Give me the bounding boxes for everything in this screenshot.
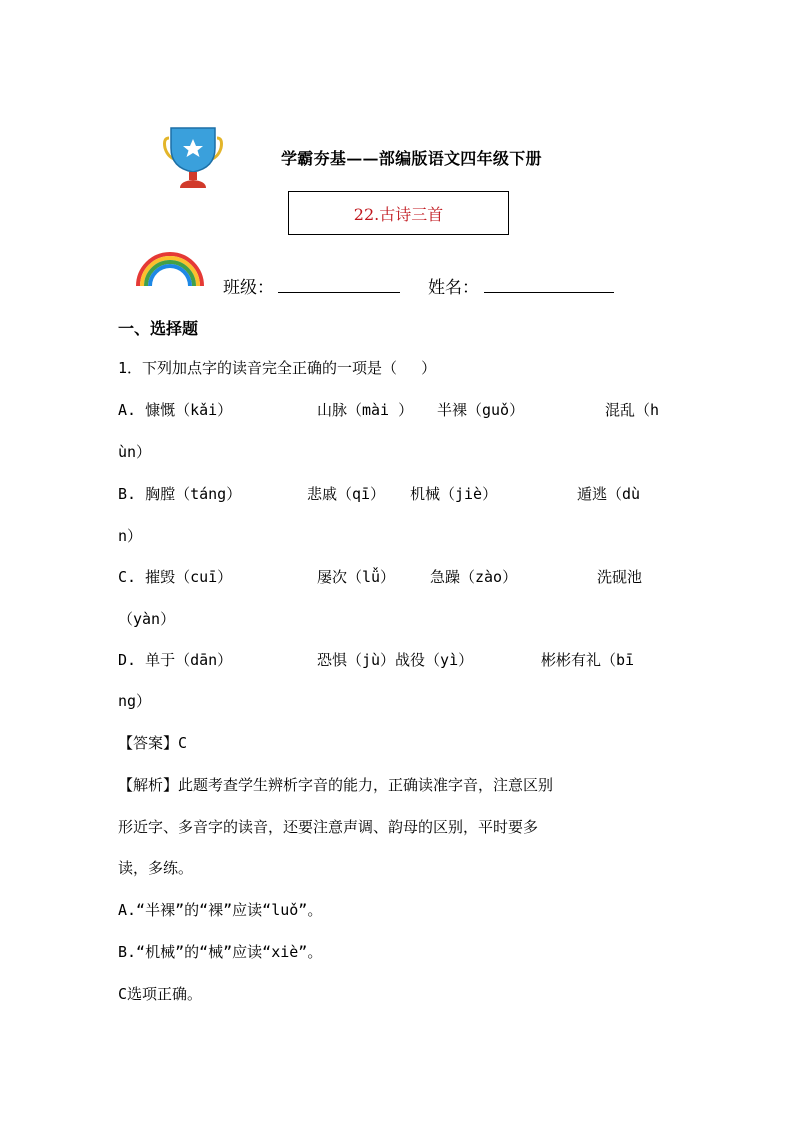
- name-label: 姓名：: [428, 278, 479, 298]
- rainbow-icon: [134, 248, 206, 286]
- option-c-item3: 急躁（zào）: [430, 568, 518, 586]
- analysis-line-4: A.“半裸”的“裸”应读“luǒ”。: [118, 901, 323, 919]
- option-c-item4: 洗砚池: [597, 568, 643, 586]
- option-a-item3: 半裸（guǒ）: [437, 401, 525, 419]
- lesson-title: 22.古诗三首: [353, 204, 444, 224]
- trophy-icon: [163, 126, 223, 190]
- option-b-item3: 机械（jiè）: [410, 485, 498, 503]
- analysis-text-1: 此题考查学生辨析字音的能力，正确读准字音，注意区别: [178, 776, 554, 794]
- lesson-title-box: [288, 191, 509, 235]
- class-input-line[interactable]: [278, 292, 400, 293]
- question-stem: 1．下列加点字的读音完全正确的一项是（ ）: [118, 359, 437, 377]
- option-b-item4: 遁逃（dù: [577, 485, 641, 503]
- option-c-item1: C. 摧毁（cuī）: [118, 568, 233, 586]
- option-a-item4-wrap: ùn）: [118, 443, 152, 461]
- analysis-label: 【解析】: [118, 776, 179, 794]
- answer-value: C: [178, 734, 188, 752]
- class-label: 班级：: [223, 278, 274, 298]
- analysis-line-3: 读，多练。: [118, 859, 194, 877]
- answer-line: [118, 732, 187, 753]
- analysis-line-6: C选项正确。: [118, 985, 203, 1003]
- option-c-item2: 屡次（lǚ）: [317, 568, 396, 586]
- option-d-item1: D. 单于（dān）: [118, 651, 233, 669]
- document-title: 学霸夯基——部编版语文四年级下册: [281, 149, 542, 168]
- analysis-line-1: [118, 774, 553, 795]
- option-d-item4-wrap: ng）: [118, 692, 152, 710]
- option-b-item2: 悲戚（qī）: [307, 485, 386, 503]
- name-input-line[interactable]: [484, 292, 614, 293]
- option-d-item4: 彬彬有礼（bī: [541, 651, 635, 669]
- analysis-line-2: 形近字、多音字的读音，还要注意声调、韵母的区别，平时要多: [118, 818, 539, 836]
- option-b-item4-wrap: n）: [118, 527, 143, 545]
- answer-label: 【答案】: [118, 734, 179, 752]
- option-d-item2: 恐惧（jù）战役（yì）: [317, 651, 474, 669]
- section-title: 一、选择题: [118, 319, 199, 338]
- analysis-line-5: B.“机械”的“械”应读“xiè”。: [118, 943, 323, 961]
- option-a-item2: 山脉（mài ）: [317, 401, 414, 419]
- option-a-item1: A. 慷慨（kǎi）: [118, 401, 233, 419]
- option-b-item1: B. 胸膛（táng）: [118, 485, 242, 503]
- option-c-item4-wrap: （yàn）: [118, 610, 176, 628]
- option-a-item4: 混乱（h: [605, 401, 660, 419]
